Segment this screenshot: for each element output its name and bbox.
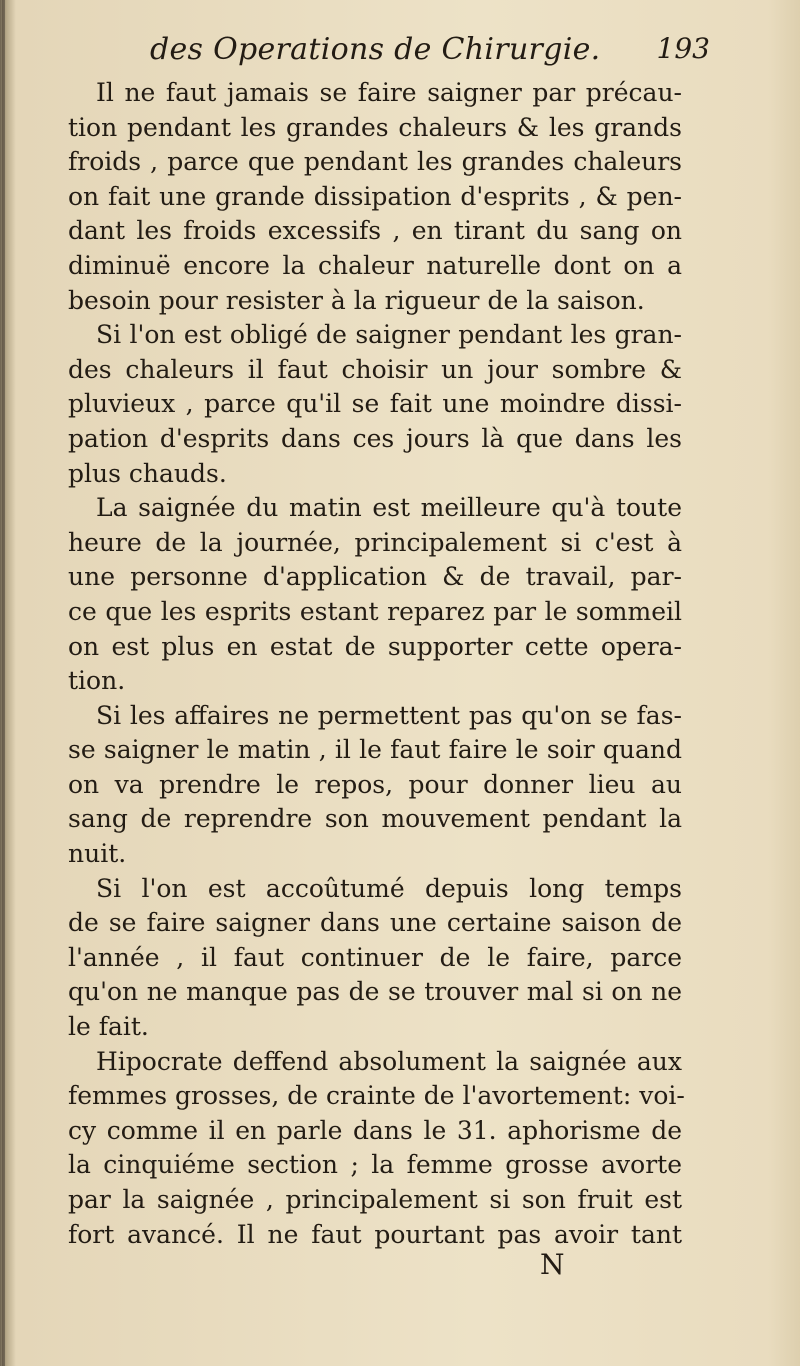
text-line: l'année , il faut continuer de le faire, parce xyxy=(68,942,682,972)
text-line: une personne d'application & de travail, par- xyxy=(68,562,682,592)
text-line: cy comme il en parle dans le 31. aphorisme de xyxy=(68,1115,682,1145)
text-line: par la saignée , principalement si son fruit est xyxy=(68,1185,682,1214)
text-line: Si l'on est accoûtumé depuis long temps xyxy=(96,873,682,903)
text-line: on fait une grande dissipation d'esprits , & pen- xyxy=(68,181,682,211)
page-number: 193 xyxy=(656,32,710,65)
text-line: pluvieux , parce qu'il se fait une moindre dissi- xyxy=(68,389,682,419)
text-line: tion. xyxy=(68,666,126,696)
text-line: diminuë encore la chaleur naturelle dont on a xyxy=(68,250,682,280)
text-line: tion pendant les grandes chaleurs & les grands xyxy=(68,112,682,142)
text-line: qu'on ne manque pas de se trouver mal si on ne xyxy=(68,977,682,1007)
page-header xyxy=(150,32,710,72)
signature-mark: N xyxy=(540,1248,566,1281)
text-line: Hipocrate deffend absolument la saignée aux xyxy=(96,1046,682,1076)
text-line: Si l'on est obligé de saigner pendant les gran- xyxy=(96,320,682,350)
text-line: fort avancé. Il ne faut pourtant pas avoir tant xyxy=(68,1219,682,1249)
text-line: nuit. xyxy=(68,839,127,869)
text-line: la cinquiéme section ; la femme grosse avorte xyxy=(68,1150,682,1180)
text-line: dant les froids excessifs , en tirant du sang on xyxy=(68,216,682,246)
text-line: de se faire saigner dans une certaine saison de xyxy=(68,908,682,938)
text-line: on est plus en estat de supporter cette opera- xyxy=(68,631,682,661)
text-line: besoin pour resister à la rigueur de la saison. xyxy=(68,285,645,315)
text-line: se saigner le matin , il le faut faire le soir quand xyxy=(68,735,682,765)
text-line: heure de la journée, principalement si c'est à xyxy=(68,527,682,557)
text-line: ce que les esprits estant reparez par le sommeil xyxy=(68,596,682,626)
text-line: le fait. xyxy=(68,1012,149,1042)
text-line: des chaleurs il faut choisir un jour sombre & xyxy=(68,354,682,384)
binding-edge xyxy=(2,0,5,1366)
text-line: La saignée du matin est meilleure qu'à toute xyxy=(96,493,682,523)
body-text xyxy=(68,76,685,1252)
text-line: pation d'esprits dans ces jours là que dans les xyxy=(68,423,682,453)
text-line: femmes grosses, de crainte de l'avortement: voi- xyxy=(68,1081,685,1111)
running-title: des Operations de Chirurgie. xyxy=(150,32,601,67)
text-line: Si les affaires ne permettent pas qu'on se fas- xyxy=(96,700,682,730)
text-line: on va prendre le repos, pour donner lieu au xyxy=(68,769,682,799)
text-line: sang de reprendre son mouvement pendant la xyxy=(68,804,682,834)
text-line: froids , parce que pendant les grandes chaleurs xyxy=(68,147,682,177)
text-line: plus chauds. xyxy=(68,458,227,488)
text-line: Il ne faut jamais se faire saigner par précau- xyxy=(96,78,682,107)
